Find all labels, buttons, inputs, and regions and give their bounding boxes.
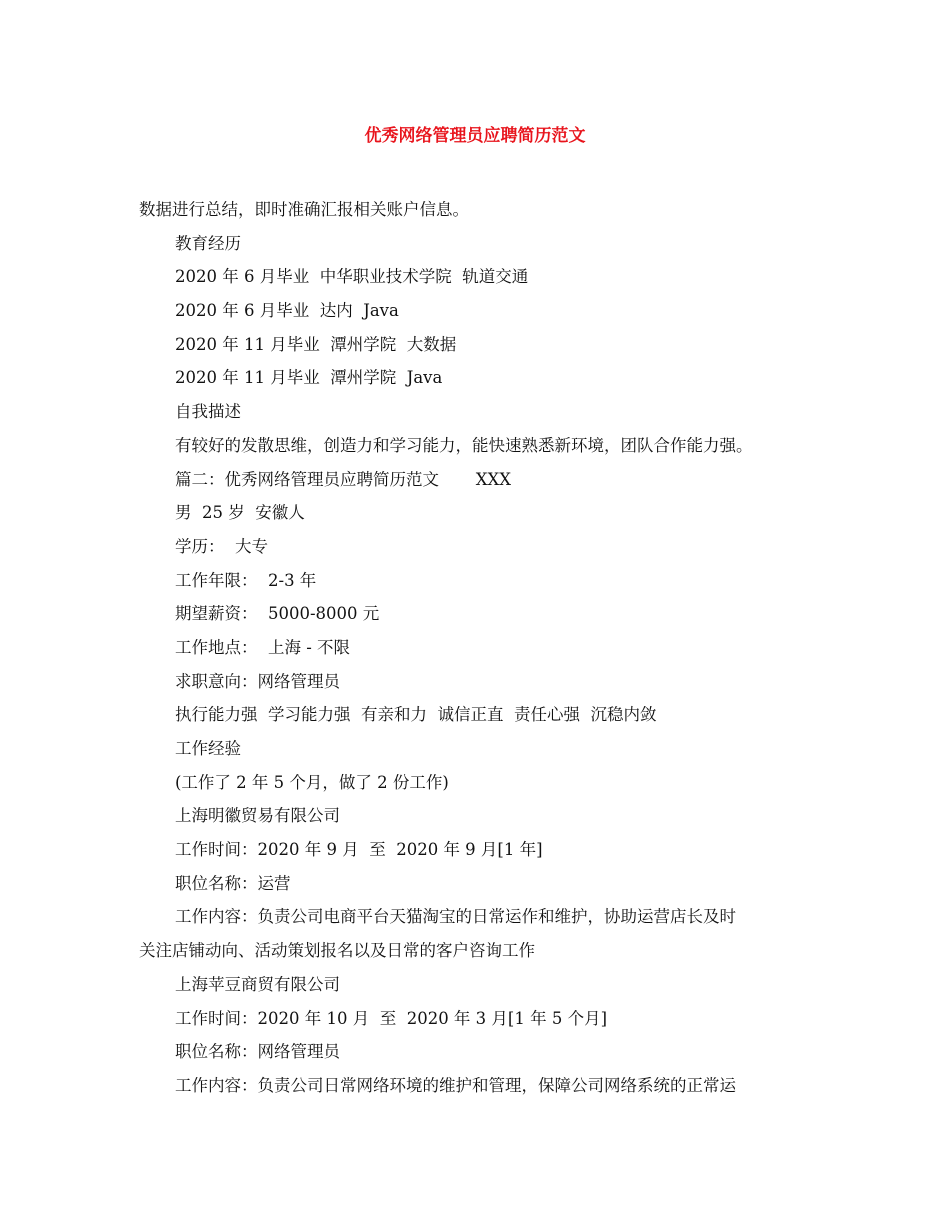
work-location: 工作地点： 上海 - 不限 bbox=[175, 637, 351, 657]
job-title: 职位名称：运营 bbox=[175, 873, 291, 893]
job-description: 工作内容：负责公司电商平台天猫淘宝的日常运作和维护，协助运营店长及时 bbox=[175, 907, 736, 927]
company-name: 上海明徽贸易有限公司 bbox=[175, 806, 340, 826]
job-title: 职位名称：网络管理员 bbox=[175, 1042, 340, 1062]
personal-info: 男 25 岁 安徽人 bbox=[175, 503, 305, 523]
personal-traits: 执行能力强 学习能力强 有亲和力 诚信正直 责任心强 沉稳内敛 bbox=[175, 705, 657, 725]
job-description-continued: 关注店铺动向、活动策划报名以及日常的客户咨询工作 bbox=[139, 941, 535, 961]
section-heading-work-experience: 工作经验 bbox=[175, 739, 241, 758]
job-intention: 求职意向：网络管理员 bbox=[175, 671, 340, 691]
education-entry: 2020 年 11 月毕业 潭州学院 大数据 bbox=[175, 334, 457, 354]
education-entry: 2020 年 6 月毕业 达内 Java bbox=[175, 301, 399, 321]
expected-salary: 期望薪资： 5000-8000 元 bbox=[175, 604, 380, 624]
education-level: 学历： 大专 bbox=[175, 536, 268, 556]
section-heading-education: 教育经历 bbox=[175, 233, 241, 253]
paragraph-line: 数据进行总结，即时准确汇报相关账户信息。 bbox=[139, 200, 469, 219]
self-description-text: 有较好的发散思维，创造力和学习能力，能快速熟悉新环境，团队合作能力强。 bbox=[175, 435, 753, 455]
work-years: 工作年限： 2-3 年 bbox=[175, 570, 317, 590]
education-entry: 2020 年 6 月毕业 中华职业技术学院 轨道交通 bbox=[175, 267, 529, 287]
education-entry: 2020 年 11 月毕业 潭州学院 Java bbox=[175, 368, 443, 388]
document-body bbox=[139, 193, 839, 1103]
work-period: 工作时间：2020 年 9 月 至 2020 年 9 月[1 年] bbox=[175, 840, 543, 860]
work-period: 工作时间：2020 年 10 月 至 2020 年 3 月[1 年 5 个月] bbox=[175, 1008, 608, 1028]
document-title: 优秀网络管理员应聘简历范文 bbox=[364, 126, 586, 146]
company-name: 上海苹豆商贸有限公司 bbox=[175, 974, 340, 994]
job-description: 工作内容：负责公司日常网络环境的维护和管理，保障公司网络系统的正常运 bbox=[175, 1075, 736, 1095]
part-two-heading: 篇二：优秀网络管理员应聘简历范文 XXX bbox=[175, 469, 511, 489]
section-heading-self-description: 自我描述 bbox=[175, 402, 241, 422]
work-summary: (工作了 2 年 5 个月，做了 2 份工作) bbox=[175, 772, 449, 792]
